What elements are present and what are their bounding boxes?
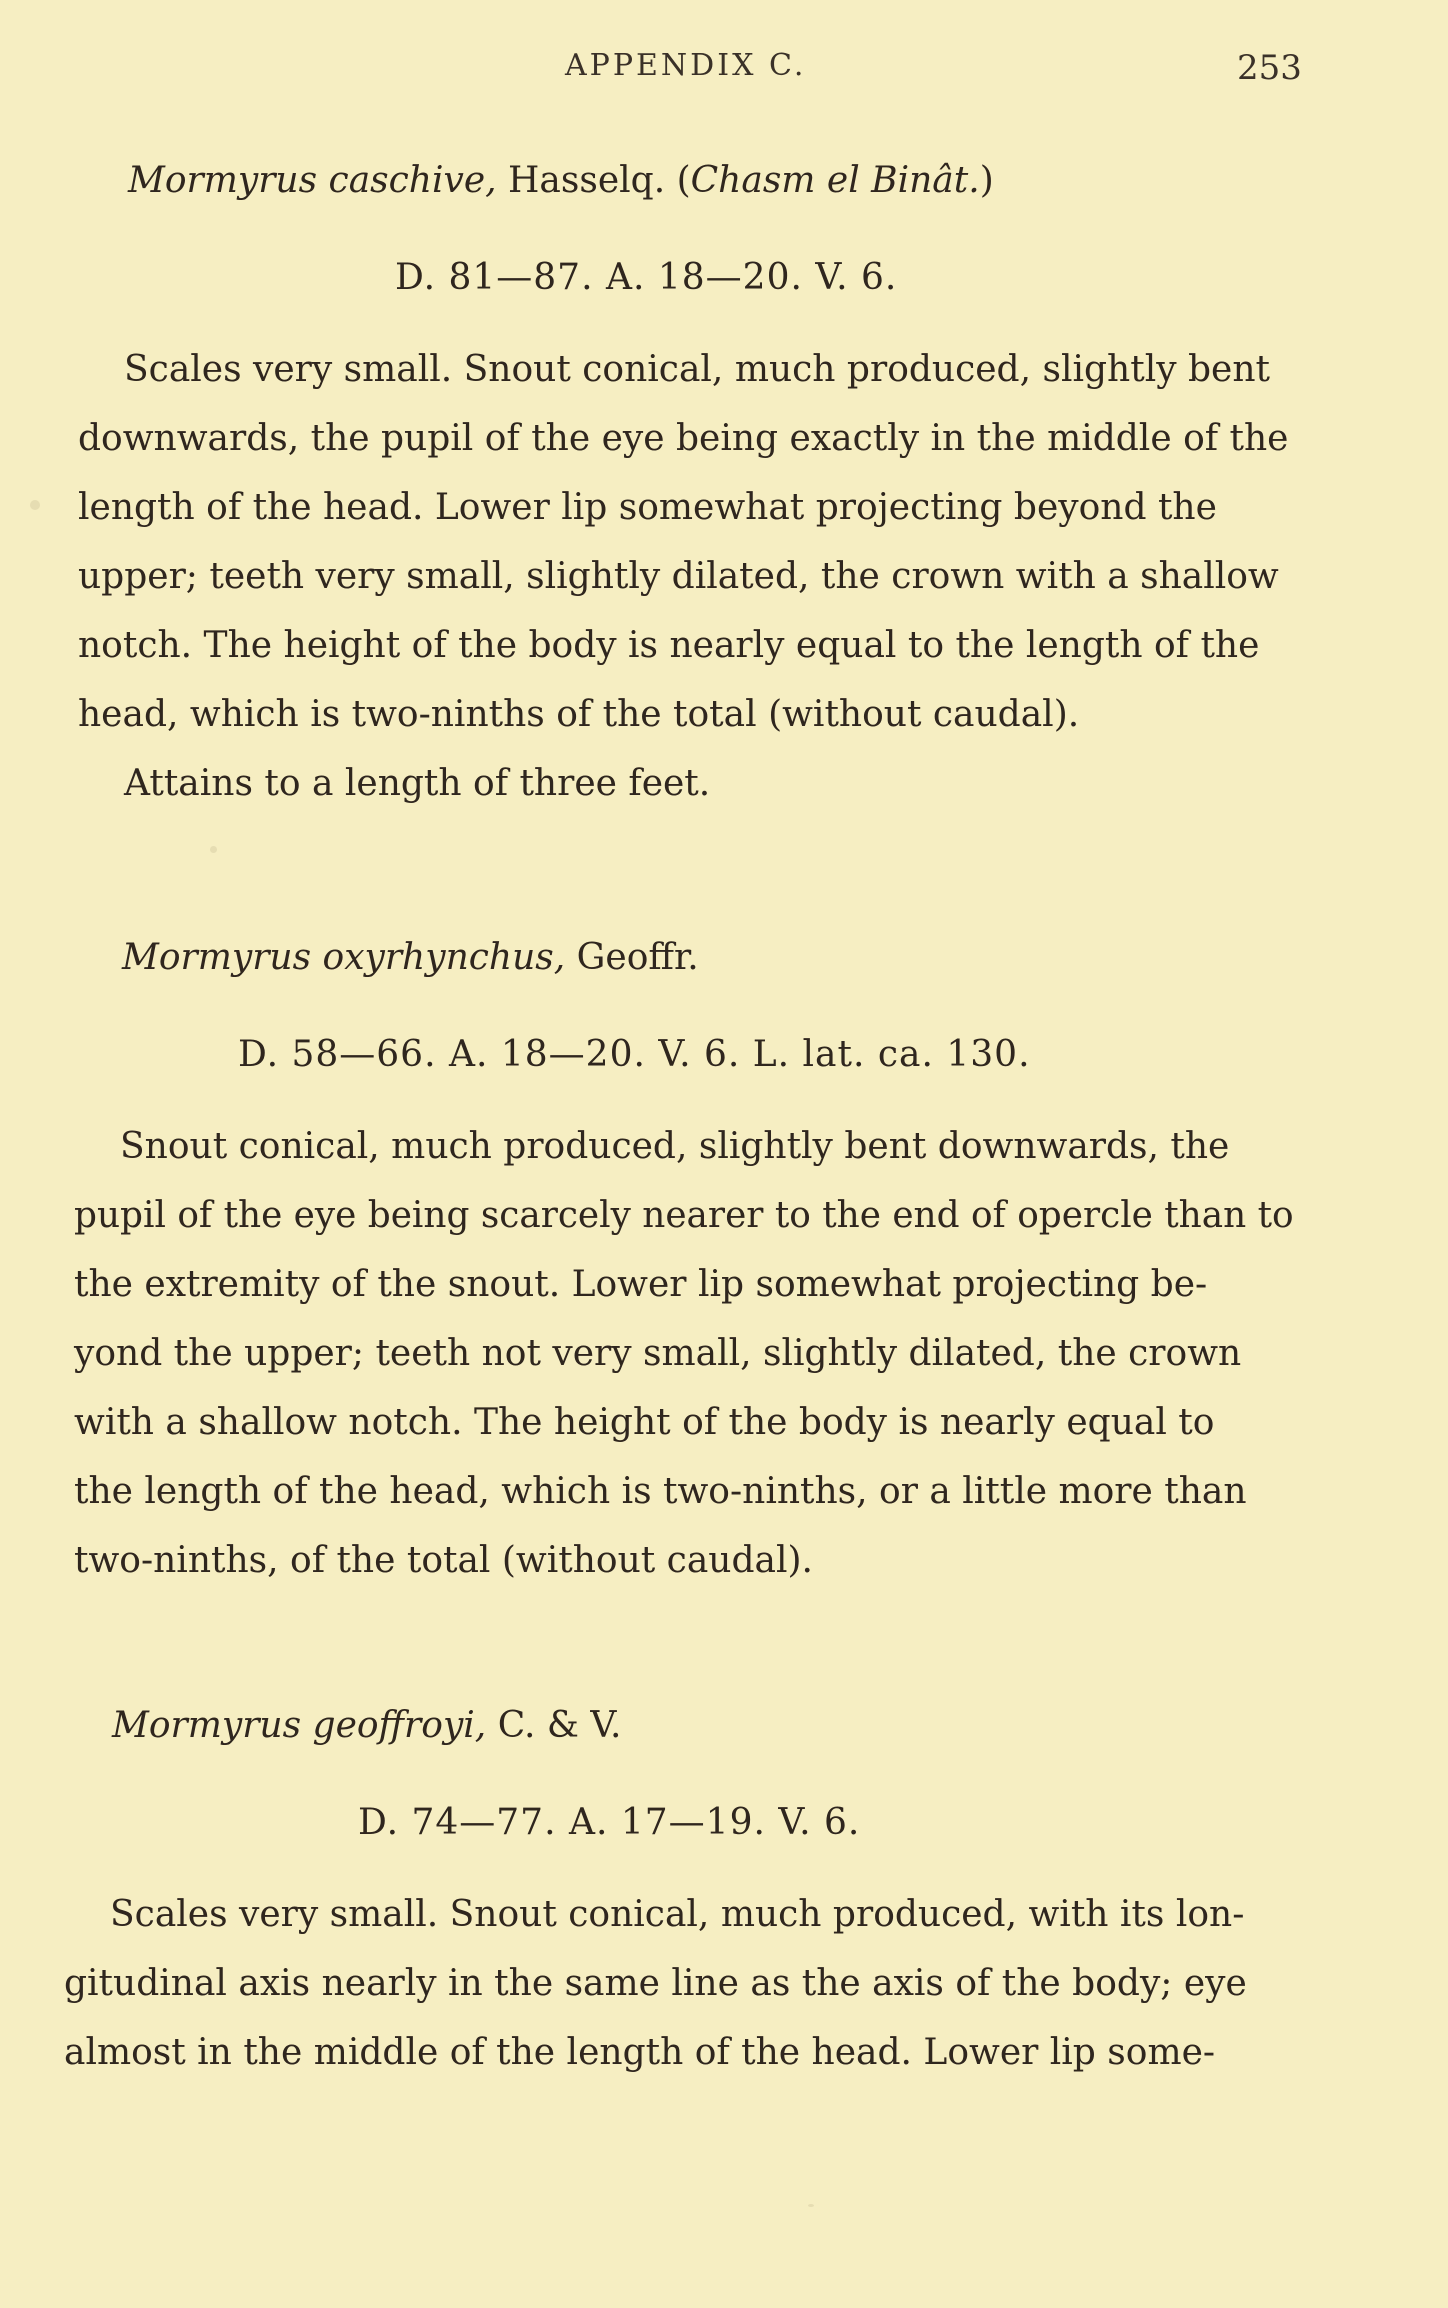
text-line: head, which is two-ninths of the total (without caudal). — [78, 694, 1080, 735]
text-line: yond the upper; teeth not very small, slightly dilated, the crown — [74, 1333, 1242, 1374]
fin-formula: D. 58—66. A. 18—20. V. 6. L. lat. ca. 130. — [238, 1034, 1031, 1075]
text-line: Scales very small. Snout conical, much produced, slightly bent — [124, 349, 1270, 390]
species-authority: Hasselq. — [496, 160, 666, 201]
description-paragraph — [64, 1880, 1284, 2087]
species-name: Mormyrus caschive, — [128, 160, 497, 201]
description-paragraph — [74, 1112, 1294, 1595]
paper-speck — [808, 2204, 814, 2207]
page-number: 253 — [1237, 48, 1302, 88]
text-line: pupil of the eye being scarcely nearer to the end of opercle than to — [74, 1195, 1294, 1236]
text-line: with a shallow notch. The height of the body is nearly equal to — [74, 1402, 1215, 1443]
paper-speck — [30, 500, 40, 510]
text-line: Attains to a length of three feet. — [124, 763, 711, 804]
text-line: upper; teeth very small, slightly dilated, the crown with a shallow — [78, 556, 1279, 597]
fin-formula: D. 74—77. A. 17—19. V. 6. — [358, 1802, 861, 1843]
species-heading — [128, 160, 994, 201]
vernacular-name: Chasm el Binât. — [690, 160, 980, 201]
species-heading — [122, 937, 699, 978]
text-line: almost in the middle of the length of the head. Lower lip some- — [64, 2032, 1216, 2073]
text-line: Scales very small. Snout conical, much produced, with its lon- — [110, 1894, 1245, 1935]
text-line: notch. The height of the body is nearly equal to the length of the — [78, 625, 1260, 666]
species-authority: C. & V. — [486, 1705, 622, 1746]
text-line: two-ninths, of the total (without caudal). — [74, 1540, 814, 1581]
page-header — [0, 48, 1448, 98]
text-line: downwards, the pupil of the eye being exactly in the middle of the — [78, 418, 1289, 459]
text-line: length of the head. Lower lip somewhat projecting beyond the — [78, 487, 1217, 528]
species-heading — [112, 1705, 621, 1746]
text-line: the length of the head, which is two-ninths, or a little more than — [74, 1471, 1247, 1512]
description-paragraph — [78, 335, 1298, 818]
vernacular-close: ) — [979, 160, 994, 201]
paper-speck — [210, 846, 217, 853]
fin-formula: D. 81—87. A. 18—20. V. 6. — [395, 257, 898, 298]
species-name: Mormyrus oxyrhynchus, — [122, 937, 566, 978]
vernacular-open: ( — [665, 160, 691, 201]
running-head: APPENDIX C. — [565, 48, 807, 83]
text-line: gitudinal axis nearly in the same line as the axis of the body; eye — [64, 1963, 1247, 2004]
text-line: Snout conical, much produced, slightly bent downwards, the — [120, 1126, 1230, 1167]
species-name: Mormyrus geoffroyi, — [112, 1705, 487, 1746]
text-line: the extremity of the snout. Lower lip somewhat projecting be- — [74, 1264, 1208, 1305]
species-authority: Geoffr. — [565, 937, 699, 978]
